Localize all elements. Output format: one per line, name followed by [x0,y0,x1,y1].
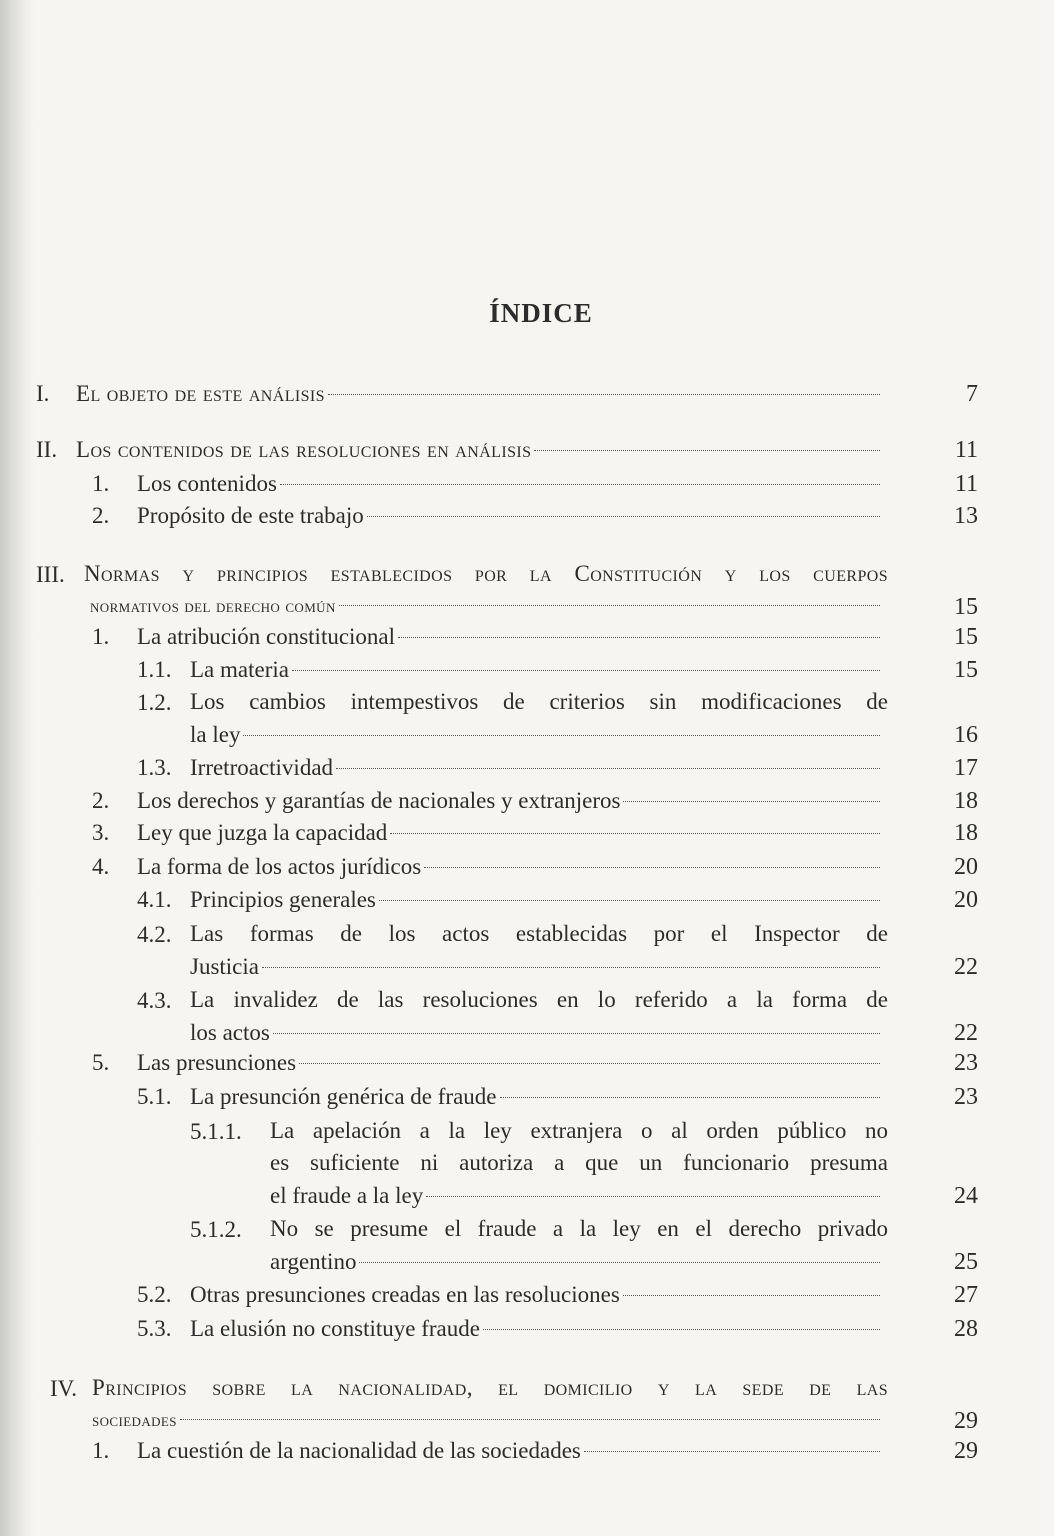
toc-entry-15 [0,984,1054,1050]
toc-entry-13 [0,883,1054,917]
entry-title-line2: es suficiente ni autoriza a que un funcionario presuma [270,1150,888,1175]
entry-title: Propósito de este trabajo [137,503,364,528]
entry-page: 15 [954,624,978,650]
entry-number: 4.3. [137,988,172,1013]
dot-leader [336,768,880,769]
dot-leader [328,394,880,395]
entry-title-line2: normativos del derecho común [90,596,336,617]
entry-number: 2. [92,503,110,528]
entry-number: 5. [92,1050,110,1075]
entry-title: La forma de los actos jurídicos [137,854,422,879]
entry-page: 28 [954,1316,978,1342]
toc-entry-23 [0,1434,1054,1468]
entry-title: Irretroactividad [190,755,334,780]
entry-page: 22 [954,1020,978,1046]
entry-title-line1: La invalidez de las resoluciones en lo referido a la forma de [190,987,888,1012]
entry-title: Las presunciones [137,1050,297,1075]
entry-title-line1: Los cambios intempestivos de criterios sin modificaciones de [190,689,888,714]
entry-page: 25 [954,1249,978,1275]
entry-number: 1.1. [137,657,172,682]
entry-page: 20 [954,854,978,880]
entry-title-line1: Normas y principios establecidos por la Constitución y los cuerpos [84,561,888,586]
dot-leader [379,900,880,901]
dot-leader [339,605,880,606]
toc-entry-5 [0,558,1054,624]
entry-page: 15 [954,657,978,683]
entry-number: 1.3. [137,755,172,780]
entry-number: 4.1. [137,887,172,912]
dot-leader [292,670,880,671]
entry-title-line1: Las formas de los actos establecidas por el Inspector de [190,921,888,946]
dot-leader [398,637,880,638]
entry-title: La materia [190,657,289,682]
entry-title: Los contenidos de las resoluciones en análisis [76,437,532,462]
entry-number: 4.2. [137,922,172,947]
entry-title-line1: No se presume el fraude a la ley en el derecho privado [270,1216,888,1241]
toc-entry-14 [0,918,1054,984]
toc-entry-17 [0,1080,1054,1114]
dot-leader [280,484,880,485]
dot-leader [180,1419,880,1420]
entry-page: 23 [954,1084,978,1110]
dot-leader [623,1295,880,1296]
toc-entry-10 [0,784,1054,818]
entry-page: 24 [954,1183,978,1209]
toc-entry-7 [0,653,1054,687]
entry-title: La presunción genérica de fraude [190,1084,497,1109]
entry-page: 11 [954,437,978,463]
dot-leader [426,1196,880,1197]
entry-title-line1: La apelación a la ley extranjera o al orden público no [270,1118,888,1143]
entry-title-line2: sociedades [92,1410,177,1431]
entry-page: 16 [954,722,978,748]
entry-title: Los derechos y garantías de nacionales y extranjeros [137,788,621,813]
dot-leader [367,516,880,517]
entry-number: 5.3. [137,1316,172,1341]
entry-page: 22 [954,954,978,980]
entry-number: II. [36,437,58,462]
toc-entry-6 [0,620,1054,654]
entry-number: 1. [92,624,110,649]
dot-leader [500,1097,880,1098]
toc-entry-16 [0,1046,1054,1080]
dot-leader [623,801,880,802]
entry-page: 29 [954,1438,978,1464]
entry-number: 5.2. [137,1282,172,1307]
entry-number: 5.1.2. [190,1217,242,1242]
toc-entry-1 [0,377,1054,411]
entry-number: 3. [92,820,110,845]
toc-entry-21 [0,1312,1054,1346]
entry-number: 5.1. [137,1084,172,1109]
toc-entry-2 [0,433,1054,467]
entry-number: 5.1.1. [190,1119,242,1144]
entry-title-line3: el fraude a la ley [270,1183,424,1208]
dot-leader [359,1262,880,1263]
toc-entry-4 [0,499,1054,533]
dot-leader [534,450,880,451]
entry-title: Principios generales [190,887,376,912]
entry-title-line2: los actos [190,1020,270,1045]
dot-leader [243,735,880,736]
toc-entry-9 [0,751,1054,785]
entry-number: 1.2. [137,690,172,715]
entry-title: Ley que juzga la capacidad [137,820,388,845]
entry-number: III. [36,562,65,587]
entry-title: Los contenidos [137,471,277,496]
entry-title-line2: la ley [190,722,241,747]
page-title: ÍNDICE [489,298,593,328]
entry-page: 23 [954,1050,978,1076]
dot-leader [584,1451,880,1452]
toc-entry-19 [0,1213,1054,1279]
entry-page: 13 [954,503,978,529]
dot-leader [424,867,880,868]
dot-leader [262,967,880,968]
entry-page: 20 [954,887,978,913]
entry-title-line2: Justicia [190,954,259,979]
toc-entry-11 [0,816,1054,850]
dot-leader [483,1329,880,1330]
entry-title: La atribución constitucional [137,624,396,649]
entry-page: 29 [954,1408,978,1434]
entry-number: 1. [92,1438,110,1463]
entry-title: Otras presunciones creadas en las resoluciones [190,1282,620,1307]
toc-entry-22 [0,1372,1054,1438]
entry-number: 1. [92,471,110,496]
dot-leader [273,1033,880,1034]
entry-number: I. [36,381,50,406]
entry-number: IV. [50,1376,78,1401]
entry-page: 7 [966,381,978,407]
toc-entry-20 [0,1278,1054,1312]
toc-entry-3 [0,467,1054,501]
entry-page: 18 [954,820,978,846]
toc-entry-12 [0,850,1054,884]
entry-title: El objeto de este análisis [76,381,325,406]
toc-entry-18 [0,1115,1054,1215]
entry-title: La elusión no constituye fraude [190,1316,480,1341]
entry-page: 15 [954,594,978,620]
entry-title: La cuestión de la nacionalidad de las sociedades [137,1438,581,1463]
entry-page: 27 [954,1282,978,1308]
toc-entry-8 [0,686,1054,752]
entry-number: 2. [92,788,110,813]
entry-page: 17 [954,755,978,781]
entry-page: 11 [954,471,978,497]
entry-number: 4. [92,854,110,879]
dot-leader [390,833,880,834]
entry-title-line1: Principios sobre la nacionalidad, el domicilio y la sede de las [92,1375,888,1400]
entry-page: 18 [954,788,978,814]
entry-title-line2: argentino [270,1249,357,1274]
dot-leader [299,1063,880,1064]
